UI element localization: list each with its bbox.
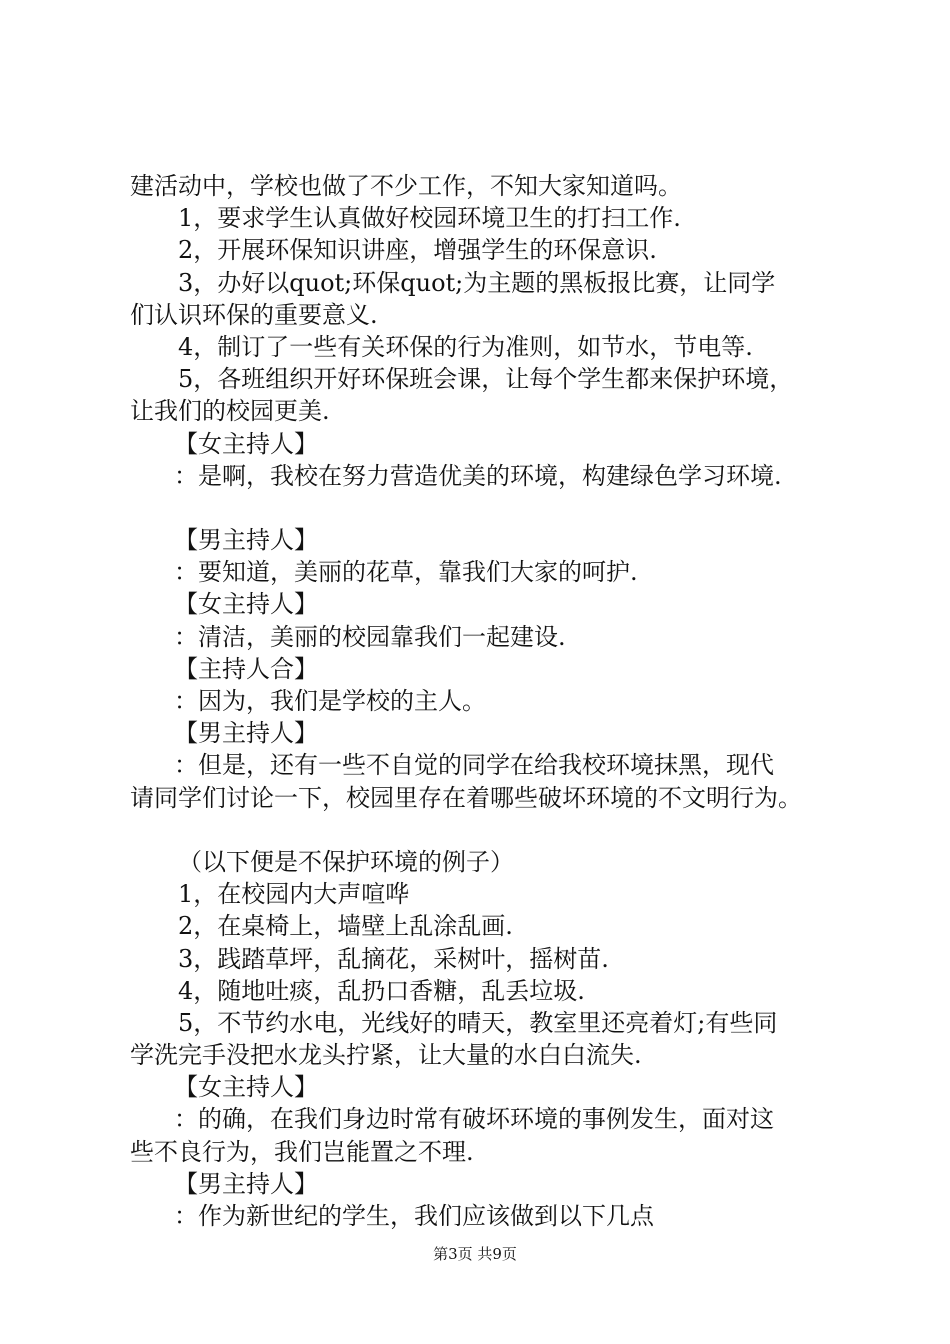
speaker-label: 【女主持人】: [174, 1073, 318, 1102]
speaker-line: ：因为，我们是学校的主人。: [174, 687, 486, 715]
list-item: 4，制订了一些有关环保的行为准则，如节水，节电等.: [178, 332, 753, 361]
list-item: 2，开展环保知识讲座，增强学生的环保意识.: [178, 236, 657, 265]
blank-line: [130, 492, 850, 524]
section-note: （以下便是不保护环境的例子）: [178, 847, 514, 876]
speaker-label: 【男主持人】: [174, 1169, 318, 1198]
list-item: 3，践踏草坪，乱摘花，采树叶，摇树苗.: [178, 944, 609, 973]
speaker-label: 【女主持人】: [174, 429, 318, 458]
list-item: 1，在校园内大声喧哗: [178, 880, 410, 909]
list-item: 2，在桌椅上，墙壁上乱涂乱画.: [178, 912, 513, 941]
speaker-line: ：的确，在我们身边时常有破坏环境的事例发生，面对这: [174, 1105, 774, 1134]
speaker-line: ：要知道，美丽的花草，靠我们大家的呵护.: [174, 558, 638, 587]
blank-line: [130, 814, 850, 846]
list-item: 4，随地吐痰，乱扔口香糖，乱丢垃圾.: [178, 976, 585, 1005]
paragraph-line: 们认识环保的重要意义.: [130, 300, 378, 329]
paragraph-line: 让我们的校园更美.: [130, 397, 330, 426]
list-item: 1，要求学生认真做好校园环境卫生的打扫工作.: [178, 204, 681, 233]
speaker-line: ：但是，还有一些不自觉的同学在给我校环境抹黑，现代: [174, 751, 774, 780]
speaker-label: 【主持人合】: [174, 654, 318, 683]
list-item: 3，办好以quot;环保quot;为主题的黑板报比赛，让同学: [178, 268, 776, 297]
speaker-label: 【男主持人】: [174, 526, 318, 555]
paragraph-line: 请同学们讨论一下，校园里存在着哪些破坏环境的不文明行为。: [130, 783, 802, 812]
document-body: [130, 170, 850, 1232]
speaker-label: 【男主持人】: [174, 719, 318, 748]
paragraph-line: 些不良行为，我们岂能置之不理.: [130, 1137, 474, 1166]
page-number-footer: 第3页 共9页: [433, 1245, 517, 1263]
speaker-line: ：清洁，美丽的校园靠我们一起建设.: [174, 622, 566, 651]
speaker-line: ：是啊，我校在努力营造优美的环境，构建绿色学习环境.: [174, 461, 782, 490]
paragraph-line: 建活动中，学校也做了不少工作，不知大家知道吗。: [130, 172, 682, 200]
list-item: 5，不节约水电，光线好的晴天，教室里还亮着灯;有些同: [178, 1008, 778, 1037]
list-item: 5，各班组织开好环保班会课，让每个学生都来保护环境，: [178, 365, 794, 394]
speaker-line: ：作为新世纪的学生，我们应该做到以下几点: [174, 1202, 654, 1230]
paragraph-line: 学洗完手没把水龙头拧紧，让大量的水白白流失.: [130, 1041, 642, 1070]
speaker-label: 【女主持人】: [174, 590, 318, 619]
